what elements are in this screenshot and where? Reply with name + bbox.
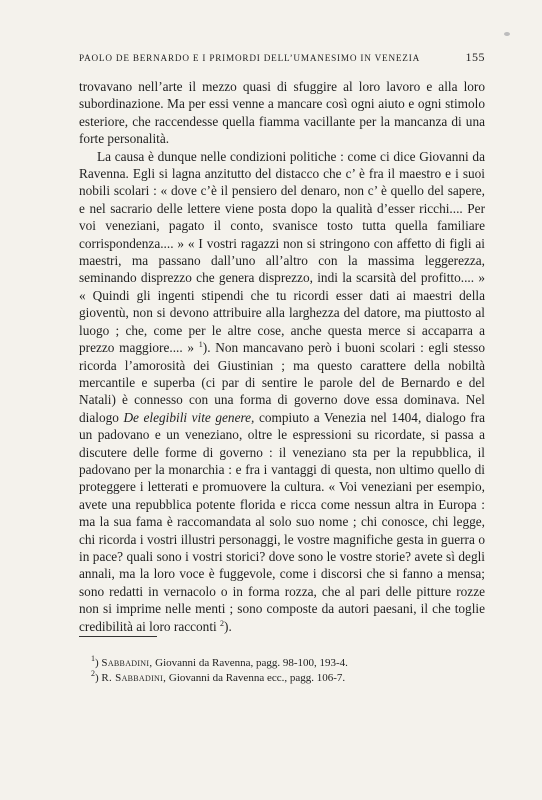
- footnote-author: Sabbadini,: [101, 657, 153, 669]
- footnote-title: Giovanni da Ravenna: [168, 672, 265, 684]
- footnote-pages: ecc., pagg. 106-7.: [266, 672, 346, 684]
- body-text: [79, 78, 485, 635]
- footnotes: [79, 656, 485, 686]
- footnote-number: 1: [91, 654, 95, 663]
- running-title: PAOLO DE BERNARDO E I PRIMORDI DELL’UMANESIMO IN VENEZIA: [79, 53, 421, 63]
- paragraph-2: [79, 148, 485, 635]
- paragraph-2-part-b: ). Non mancavano però i buoni scolari : egli stesso ricorda l’amorosità dei Giustinian ; ma questo carattere della nobiltà mercantile e superba (ci par di sentire le parole del de Bernardo e del Natali) è connesso con una forma di governo dove essa dominava. Nel dialogo: [79, 340, 485, 425]
- paper-speck: [504, 32, 510, 36]
- paragraph-2-part-c: compiuto a Venezia nel 1404, dialogo fra un padovano e un veneziano, oltre le espressioni su ricordate, si passa a discutere delle forme di governo : il veneziano sta per la repubblica, il padovano per la monarchia : e fra i vantaggi di questa, non ultimo quello di proteggere i letterati e promuovere la cultura. « Voi veneziani per esempio, avete una repubblica potente florida e ricca come nessun altra in Europa : ma la sua fama è raccomandata al solo suo nome ; chi conosce, chi legge, chi ricorda i vostri illustri personaggi, le vostre magnifiche gesta in guerra o in pace? quali sono i vostri storici? dove sono le vostre storie? avete sì degli annali, ma la loro voce è fuggevole, come i discorsi che si fanno a mensa; sono redatti in vernacolo o in forma rozza, che al pari delle pitture rozze non si imprime nelle menti ; sono composte da autori paesani, il che toglie credibilità ai loro racconti: [79, 409, 486, 634]
- footnote-1: $^1$) Sabbadini, Giovanni da Ravenna, pagg. 98-100, 193-4.: [91, 654, 348, 669]
- paragraph-2-end: ).: [224, 618, 232, 634]
- running-head: [79, 50, 485, 65]
- footnote-2: $^2$) R. Sabbadini, Giovanni da Ravenna ecc., pagg. 106-7.: [91, 669, 346, 684]
- footnote-rule: [79, 636, 157, 637]
- footnote-author: R. Sabbadini,: [101, 672, 167, 684]
- footnote-ref-2[interactable]: 2: [220, 618, 225, 628]
- footnote-title: Giovanni da Ravenna,: [155, 657, 254, 669]
- footnote-ref-1[interactable]: 1: [198, 340, 203, 350]
- page-number: 155: [465, 50, 485, 64]
- paragraph-2-part-a: La causa è dunque nelle condizioni politiche : come ci dice Giovanni da Ravenna. Egli si lagna anzitutto del distacco che c’ è fra il maestro e i suoi nobili scolari : « dove c’è il pensiero del denaro, non c’ è quello del sapere, e nel sacrario delle lettere viene posta dopo la qualità d’esser ricchi.... Per voi veneziani, pagato il conto, svanisce tosto tutta quella familiare corrispondenza.... » « I vostri ragazzi non si stringono con affetto di figli ai maestri, ma passano dall’uno all’altro con la massima leggerezza, seminando disprezzo che genera disprezzo, indi la scarsità del profitto.... » « Quindi gli ingenti stipendi che tu ricordi esser dati ai maestri della gioventù, non si devono attribuire alla larghezza del datore, ma piuttosto al luogo ; che, come per le altre cose, anche questa merce si accaparra a prezzo maggiore.... »: [79, 148, 485, 356]
- footnote-pages: pagg. 98-100, 193-4.: [255, 657, 348, 669]
- footnote-number: 2: [91, 669, 95, 678]
- paragraph-1: trovavano nell’arte il mezzo quasi di sfuggire al loro lavoro e alla loro subordinazione. Ma per essi venne a mancare così ogni aiuto e ogni stimolo esteriore, che raccendesse quella fiamma vacillante per la mancanza di una forte personalità.: [79, 79, 485, 147]
- work-title: De elegibili vite genere,: [123, 409, 255, 425]
